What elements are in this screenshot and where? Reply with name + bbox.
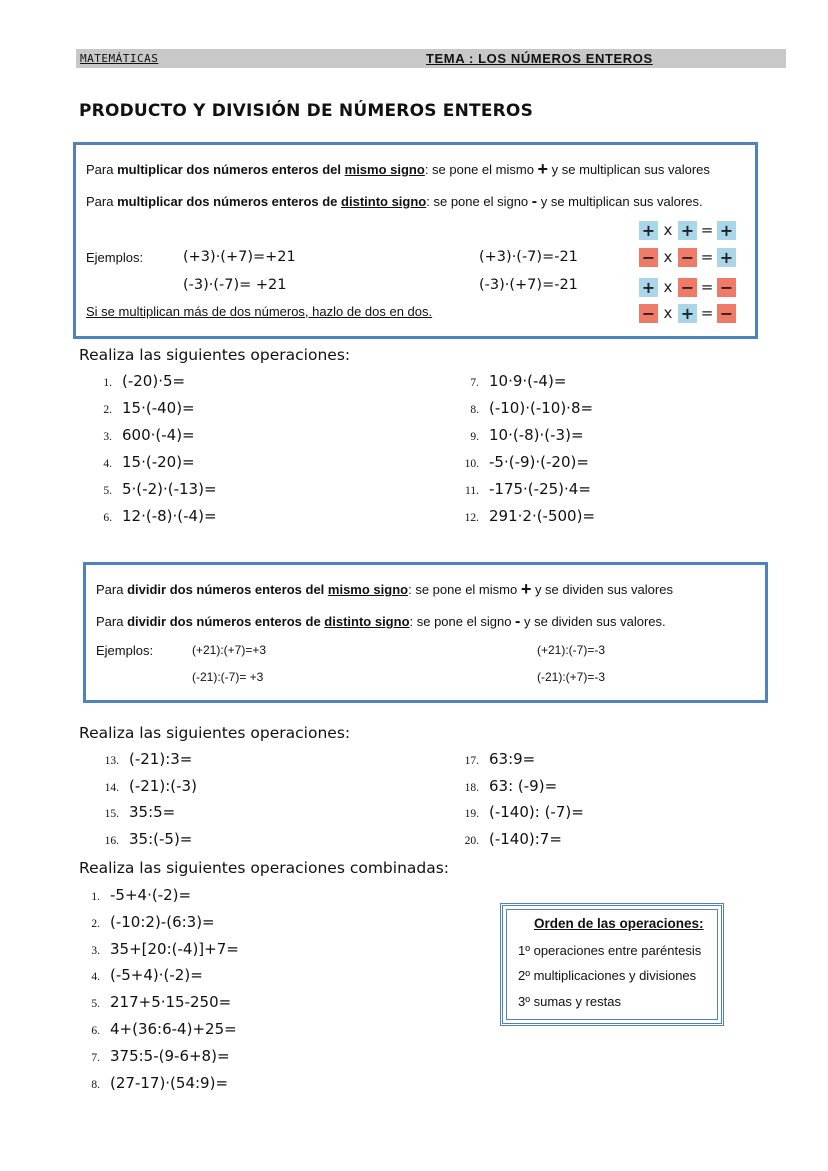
list-item: 9. 10·(-8)·(-3)= xyxy=(470,426,584,444)
plus-sign-tile: + xyxy=(639,278,658,297)
mult-example: (-3)·(-7)= +21 xyxy=(183,277,287,293)
list-item: 1. -5+4·(-2)= xyxy=(91,886,192,904)
section3-heading: Realiza las siguientes operaciones combinadas: xyxy=(79,859,450,877)
times-symbol: x xyxy=(663,278,673,296)
minus-sign-tile: − xyxy=(717,304,736,323)
times-symbol: x xyxy=(663,304,673,322)
equals-symbol: = xyxy=(700,278,714,296)
list-item: 8. (27-17)·(54:9)= xyxy=(91,1073,229,1092)
list-item: 7. 10·9·(-4)= xyxy=(470,372,567,390)
list-item: 13. (-21):3= xyxy=(104,750,193,768)
mult-examples-label: Ejemplos: xyxy=(86,250,144,265)
equals-symbol: = xyxy=(700,248,714,266)
subject-label: MATEMÁTICAS xyxy=(80,52,159,65)
list-item: 19. (-140): (-7)= xyxy=(464,803,584,821)
section3-list xyxy=(74,886,239,1100)
mult-example: (+3)·(-7)=-21 xyxy=(479,249,578,265)
div-rule-different-sign: Para dividir dos números enteros de distinto signo: se pone el signo - y se dividen sus valores. xyxy=(96,613,666,630)
sign-rule-row xyxy=(639,278,736,297)
equals-symbol: = xyxy=(700,304,714,322)
order-title: Orden de las operaciones: xyxy=(534,916,704,931)
div-example: (-21):(-7)= +3 xyxy=(192,670,264,684)
list-item: 7. 375:5-(9-6+8)= xyxy=(91,1046,230,1065)
plus-sign-tile: + xyxy=(678,221,697,240)
times-symbol: x xyxy=(663,248,673,266)
plus-sign-tile: + xyxy=(717,221,736,240)
section2-left-list xyxy=(93,750,197,856)
section1-left-list xyxy=(86,372,217,534)
div-example: (+21):(+7)=+3 xyxy=(192,643,267,657)
minus-sign-tile: − xyxy=(678,278,697,297)
list-item: 2. 15·(-40)= xyxy=(103,399,195,417)
list-item: 16. 35:(-5)= xyxy=(104,829,193,848)
plus-sign-tile: + xyxy=(678,304,697,323)
div-example: (+21):(-7)=-3 xyxy=(537,643,606,657)
mult-note: Si se multiplican más de dos números, hazlo de dos en dos. xyxy=(86,304,433,319)
list-item: 3. 35+[20:(-4)]+7= xyxy=(91,939,239,958)
list-item: 15. 35:5= xyxy=(104,803,176,821)
minus-sign-tile: − xyxy=(639,248,658,267)
mult-rule-different-sign: Para multiplicar dos números enteros de distinto signo: se pone el signo - y se multiplican sus valores. xyxy=(86,193,703,210)
list-item: 4. (-5+4)·(-2)= xyxy=(91,966,203,985)
div-examples-label: Ejemplos: xyxy=(96,643,154,658)
mult-example: (-3)·(+7)=-21 xyxy=(479,277,578,293)
list-item: 17. 63:9= xyxy=(464,750,536,768)
list-item: 11. -175·(-25)·4= xyxy=(465,480,591,498)
list-item: 12. 291·2·(-500)= xyxy=(464,507,596,525)
section2-right-list xyxy=(453,750,584,856)
sign-rule-row xyxy=(639,221,736,240)
minus-sign-tile: − xyxy=(678,248,697,267)
plus-sign-tile: + xyxy=(717,248,736,267)
minus-sign-tile: − xyxy=(639,304,658,323)
sign-rule-row xyxy=(639,248,736,267)
list-item: 18. 63: (-9)= xyxy=(464,776,558,795)
list-item: 5. 5·(-2)·(-13)= xyxy=(103,480,217,498)
list-item: 6. 12·(-8)·(-4)= xyxy=(103,507,217,525)
list-item: 5. 217+5·15-250= xyxy=(91,993,232,1012)
list-item: 4. 15·(-20)= xyxy=(103,453,195,471)
equals-symbol: = xyxy=(700,221,714,239)
list-item: 6. 4+(36:6-4)+25= xyxy=(91,1019,237,1038)
mult-example: (+3)·(+7)=+21 xyxy=(183,249,296,265)
list-item: 3. 600·(-4)= xyxy=(103,426,195,444)
mult-rule-same-sign: Para multiplicar dos números enteros del mismo signo: se pone el mismo + y se multiplican sus valores xyxy=(86,159,710,179)
list-item: 20. (-140):7= xyxy=(464,829,562,848)
div-rule-same-sign: Para dividir dos números enteros del mismo signo: se pone el mismo + y se dividen sus valores xyxy=(96,579,673,599)
sign-rule-row xyxy=(639,304,736,323)
plus-sign-tile: + xyxy=(639,221,658,240)
list-item: 10. -5·(-9)·(-20)= xyxy=(464,453,589,471)
list-item: 2. (-10:2)-(6:3)= xyxy=(91,912,215,931)
order-step: 1º operaciones entre paréntesis xyxy=(518,943,702,958)
times-symbol: x xyxy=(663,221,673,239)
list-item: 8. (-10)·(-10)·8= xyxy=(470,399,594,417)
list-item: 14. (-21):(-3) xyxy=(104,776,197,795)
order-step: 3º sumas y restas xyxy=(518,994,622,1009)
minus-sign-tile: − xyxy=(717,278,736,297)
order-step: 2º multiplicaciones y divisiones xyxy=(518,968,697,983)
div-example: (-21):(+7)=-3 xyxy=(537,670,606,684)
topic-label: TEMA : LOS NÚMEROS ENTEROS xyxy=(426,51,653,66)
list-item: 1. (-20)·5= xyxy=(103,372,186,390)
section1-right-list xyxy=(453,372,595,534)
section2-heading: Realiza las siguientes operaciones: xyxy=(79,724,351,742)
section1-heading: Realiza las siguientes operaciones: xyxy=(79,346,351,364)
page-title: PRODUCTO Y DIVISIÓN DE NÚMEROS ENTEROS xyxy=(79,101,534,121)
